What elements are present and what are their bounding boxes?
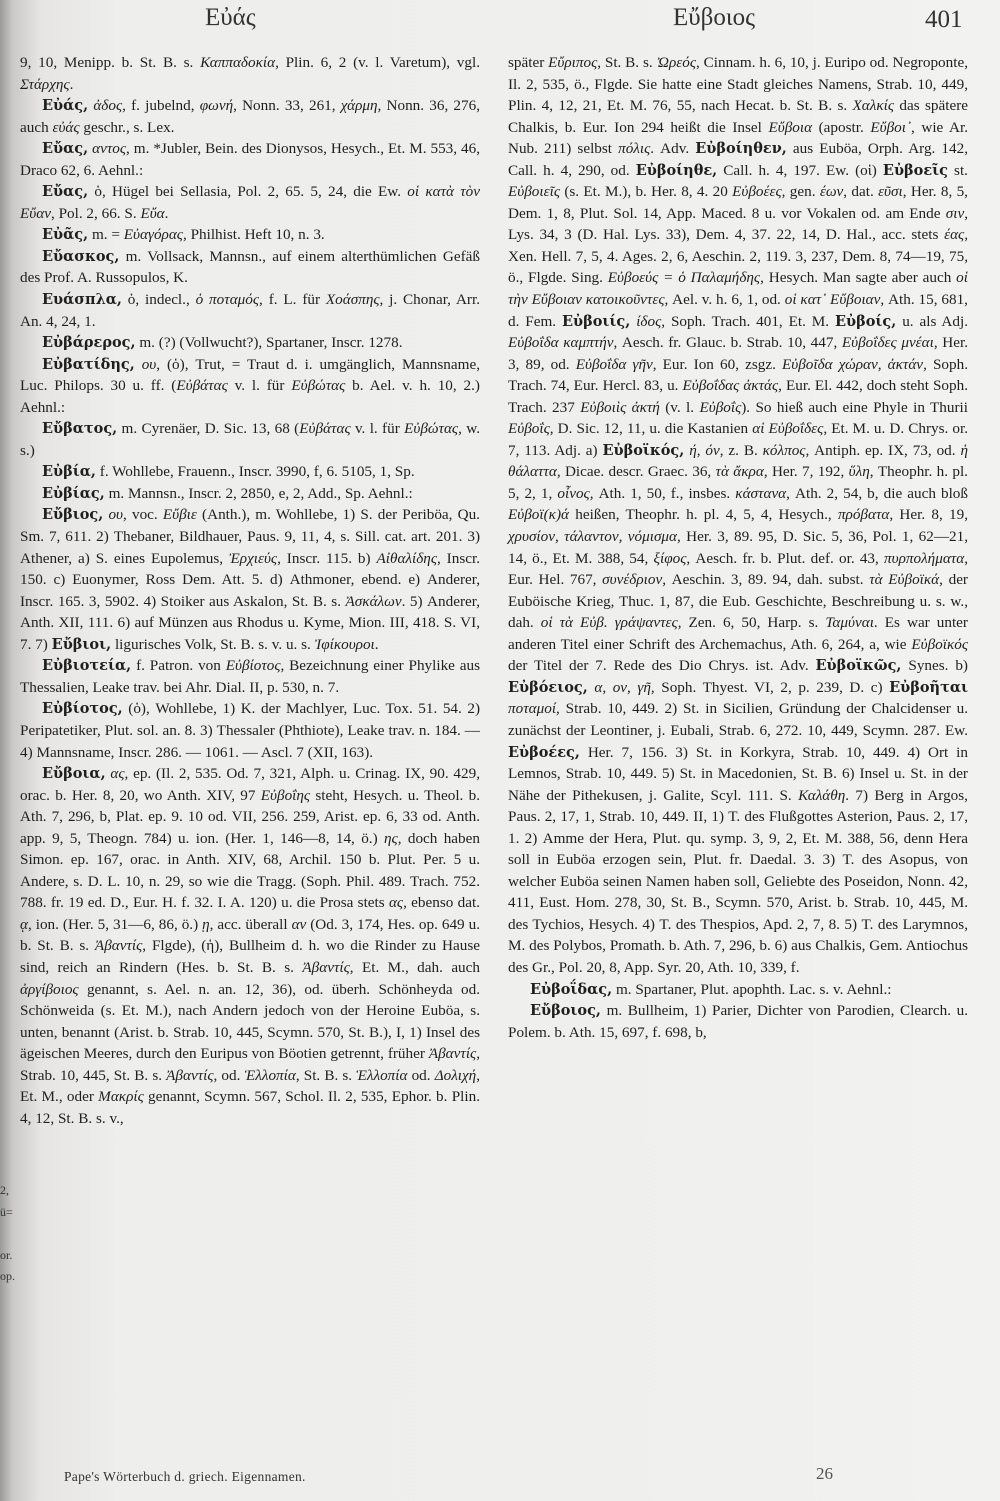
greek-term: Εὔβοια: [768, 118, 813, 136]
entry-text: der Titel der 7. Rede des Dio Chrys. ist. Adv.: [508, 657, 816, 675]
entry-text: (Od. 3, 174, Hes. op. 649 u. b. St. B. s.: [20, 915, 481, 955]
entry-text: Her. 7, 156. 3) St. in Korkyra, Strab. 10, 449. 4) Ort in Lemnos, Strab. 10, 449. 5) St. in Macedonien, St. B. 6) Insel u. St. in der Nähe der Pithekusen, j. Galite, Scyl. 111. S.: [508, 743, 968, 804]
entry-text: , Flgde), (ἡ), Bullheim d. h. wo die Rinder zu Hause sind, reich an Rindern (Hes. b. St. B. s.: [20, 937, 480, 976]
entry-text: , Soph. Trach. 74, Eur. Hercl. 83, u.: [508, 355, 968, 395]
gutter-mark: ü=: [0, 1204, 13, 1219]
headword: Εὐᾶς,: [42, 226, 89, 244]
entry-text: , ebenso dat.: [403, 894, 480, 912]
greek-term: ης: [384, 829, 398, 847]
entry-text: m. =: [88, 226, 124, 244]
headword: Εὐάς,: [42, 97, 89, 115]
right-column: [508, 52, 968, 1043]
entry-text: Synes. b): [901, 657, 968, 675]
greek-term: Ἀβαντίς: [94, 937, 143, 955]
entry-text: , Soph. Thyest. VI, 2, p. 239, D. c): [650, 678, 890, 696]
headword: Εὐβοιίς,: [561, 312, 631, 330]
greek-term: ποταμοί: [508, 700, 557, 718]
entry-text: , Pol. 2, 66. S.: [50, 204, 141, 222]
entry-text: v. l. für: [227, 377, 292, 395]
headword: Εὔασκος,: [42, 247, 120, 265]
entry-text: , Nonn. 36, 276, auch: [20, 97, 481, 136]
greek-term: Ἐρχιεύς: [229, 549, 278, 567]
entry-text: , Inscr. 115. b): [277, 549, 377, 567]
entry-text: , Ath. 1, 50, f., insbes.: [589, 484, 736, 502]
entry-text: (v. l.: [659, 398, 700, 416]
greek-term: οἶνος: [557, 484, 590, 502]
greek-term: Εὔα: [140, 204, 165, 222]
entry-text: ὁ, indecl.,: [121, 291, 196, 309]
entry-text: , Et. M., oder: [20, 1066, 481, 1106]
greek-term: Εὐαγόρας: [123, 226, 183, 244]
dictionary-entry: [20, 418, 480, 461]
entry-text: , D. Sic. 12, 11, u. die Kastanien: [549, 420, 753, 438]
entry-text: . 5) Anderer, Anth. XII, 111. 6) auf Münzen aus Rhodus u. Kyme, Mion. III, 418. S. VI, 7. 7): [20, 592, 481, 653]
headword: Εὐβοίς,: [835, 312, 897, 330]
entry-text: , gen.: [781, 183, 820, 201]
greek-term: Εὐβοΐδες μνέαι: [841, 334, 934, 352]
greek-term: Εὐβοΐδα καμπτήν: [508, 334, 614, 352]
headword: Εὐβοῆται: [889, 678, 968, 696]
headword: Εὐβίας,: [42, 484, 105, 502]
greek-term: Εὐβοΐδα γῆν: [575, 355, 653, 373]
greek-term: φωνή: [199, 97, 234, 115]
entry-text: , Aesch. fr. Glauc. b. Strab. 10, 447,: [613, 334, 842, 352]
gutter-mark: [0, 1223, 16, 1245]
greek-term: Καππαδοκία: [200, 54, 276, 71]
entry-text: , Aesch. fr. b. Plut. def. or. 43,: [686, 549, 885, 567]
greek-term: Εὐβώτας: [291, 377, 346, 395]
greek-term: εῦσι: [878, 183, 903, 201]
entry-text: , Inscr. 150. c) Euonymer, Ross Dem. Att. 5. d) Athmoner, ebend. e) Anderer, Inscr. 165. 3, 5902. 4) Stoiker aus Askalon, St. B. s.: [20, 549, 481, 610]
entry-text: m. Spartaner, Plut. apophth. Lac. s. v. Aehnl.:: [612, 980, 892, 998]
greek-term: ας: [105, 765, 125, 783]
greek-term: ου: [134, 355, 157, 373]
entry-text: , Strab. 10, 449. 2) St. in Sicilien, Gründung der Chalcidenser u. zunächst der Leontiner, j. Eubali, Strab. 6, 272. 10, 449, Scymn. 287. Ew.: [508, 700, 968, 739]
headword: Εὔβιοι,: [51, 635, 112, 653]
entry-text: , Et. M., dah. auch: [349, 958, 480, 976]
headword: Εὐβίοτος,: [42, 700, 123, 718]
entry-text: , Zen. 6, 50, Harp. s.: [677, 614, 826, 632]
headword: Εὐβατίδης,: [42, 355, 135, 373]
entry-text: , Eur. El. 442, doch steht Soph. Trach. 237: [508, 377, 969, 416]
greek-term: Χοάσπης: [325, 291, 380, 309]
dictionary-entry: [20, 246, 480, 289]
greek-term: Εὔριπος: [548, 54, 598, 71]
greek-term: οἱ τὰ Εὐβ. γράψαντες: [540, 614, 678, 632]
entry-text: aus Euböa, Orph. Arg. 142, Call. h. 4, 290, od.: [508, 140, 969, 179]
entry-text: , St. B. s.: [295, 1066, 357, 1084]
entry-text: , z. B.: [719, 441, 763, 459]
entry-text: steht, Hesych. u. Theol. b. Ath. 7, 296, b, Plat. ep. 9. 10 od. VII, 256. 259, Arist. ep. 6, 33 od. Anth. app. 9, 5, Theogn. 784) u. ion. (Her. 1, 146—8, 14, ö.): [20, 786, 480, 847]
headword: Εὐβοέες,: [508, 743, 580, 761]
entry-text: Call. h. 4, 197. Ew. (οἱ): [717, 161, 883, 179]
greek-term: Δολιχή: [434, 1066, 477, 1084]
greek-term: Εὐβοΐς: [699, 398, 742, 416]
greek-term: Ἀβαντίς: [302, 958, 350, 976]
greek-term: ἀδος: [88, 97, 123, 115]
entry-text: m. Mannsn., Inscr. 2, 2850, e, 2, Add., Sp. Aehnl.:: [104, 484, 413, 502]
greek-term: Ἑλλοπία: [356, 1066, 408, 1084]
entry-text: (Anth.), m. Wohllebe, 1) S. der Periböa, Qu. Sm. 7, 611. 2) Thebaner, Bildhauer, Paus. 9, 11, 4, s. Sill. cat. art. 201. 3) Athener, a) S. eines Eupolemus,: [20, 506, 480, 567]
greek-term: κάστανα: [735, 484, 787, 502]
greek-term: Καλάθη: [798, 786, 846, 804]
entry-text: , Eur. Hel. 767,: [508, 549, 968, 589]
entry-text: , Her. 3, 89, od.: [508, 334, 968, 373]
greek-term: ὕλη: [848, 463, 870, 481]
entry-text: , Antiph. ep. IX, 73, od.: [805, 441, 961, 459]
greek-term: Εὐβοέες: [732, 183, 782, 201]
entry-text: , wie Ar. Nub. 211) selbst: [508, 118, 969, 158]
greek-term: Αἰθαλίδης: [376, 549, 437, 567]
page-number: 401: [925, 6, 963, 33]
dictionary-entry: [20, 95, 480, 138]
headword: Εὔβατος,: [42, 420, 118, 438]
greek-term: συνέδριον: [602, 571, 663, 589]
headword: Εὐβιοτεία,: [42, 657, 132, 675]
headword: Εὐβοϊκός,: [602, 441, 685, 459]
greek-term: α, ον, γῆ: [587, 678, 651, 696]
dictionary-entry: [20, 289, 480, 332]
headword: Ευάσπλα,: [42, 291, 122, 309]
entry-text: , St. B. s.: [597, 54, 657, 71]
greek-term: ὁ ποταμός: [195, 291, 260, 309]
entry-text: , Xen. Hell. 7, 5, 4. Ages. 2, 6, Aeschin. 2, 119. 3, 237, Dem. 8, 74—19, 75, ö., Flgde. Sing.: [508, 226, 968, 287]
entry-text: geschr., s. Lex.: [79, 118, 175, 136]
entry-text: , Eur. Ion 60, zsgz.: [652, 355, 782, 373]
entry-text: , Her. 8, 19,: [889, 506, 968, 524]
dictionary-entry: [20, 763, 480, 1129]
entry-text: , Her. 7, 192,: [763, 463, 849, 481]
greek-term: έας: [944, 226, 965, 244]
greek-term: σιν: [945, 204, 965, 222]
greek-term: Εὐβώτας: [404, 420, 459, 438]
entry-text: , Nonn. 33, 261,: [233, 97, 341, 115]
right-catchword: Εὔβοιος: [673, 4, 755, 31]
entry-text: (s. Et. M.), b. Her. 8, 4. 20: [560, 183, 733, 201]
entry-text: , Hesych. Man sagte aber auch: [760, 269, 957, 287]
headword: Εὐβοΐδας,: [530, 980, 613, 998]
greek-term: Εὔβοι᾽: [870, 118, 912, 136]
entry-text: ligurisches Volk, St. B. s. v. u. s.: [111, 635, 315, 653]
greek-term: Ἀβαντίς: [166, 1066, 214, 1084]
dictionary-entry: [508, 979, 968, 1001]
entry-text: , od.: [213, 1066, 245, 1084]
greek-term: εὐάς: [52, 118, 80, 136]
headword: Εὔας,: [42, 183, 89, 201]
entry-text: m. Vollsack, Mannsn., auf einem alterthümlichen Gefäß des Prof. A. Russopulos, K.: [20, 247, 480, 287]
greek-term: Εὐβοεύς = ὁ Παλαμήδης: [607, 269, 761, 287]
greek-term: Εὐβοϊκός: [911, 635, 968, 653]
headword: Εὔβοια,: [42, 765, 106, 783]
entry-text: . 7) Berg in Argos, Paus. 2, 17, 1, Strab. 10, 449. II, 1) T. des Flußgottes Asterion, Paus. 2, 17, 1. 2) Amme der Hera, Plut. qu. symp. 3, 9, 2, Et. M. 388, 56, denn Hera soll in Euböa erzogen sein, Plut. fr. Daedal. 3. 3) T. des Asopus, von welcher Euböa seinen Namen haben soll, Geliebte des Poseidon, Nonn. 42, 411, Eust. Hom. 278, 30, St. B., Scymn. 570, Arist. b. Strab. 10, 445, M. des Tychios, Hesych. 4) T. des Thespios, Apd. 2, 7, 8. 5) T. des Larymnos, M. des Polybos, Promath. b. Ath. 7, 296, b. 6) aus Chalkis, Gem. Antiochus des Gr., Pol. 20, 8, App. Syr. 20, Ath. 10, 339, f.: [508, 786, 968, 976]
greek-term: Εὐβοΐς: [508, 420, 550, 438]
gutter-mark: 2,: [0, 1183, 9, 1197]
greek-term: τὰ ἄκρα: [715, 463, 764, 481]
entry-text: , Aeschin. 3, 89. 94, dah. subst.: [662, 571, 870, 589]
greek-term: πρόβατα: [837, 506, 890, 524]
greek-term: Εὔβιε: [162, 506, 197, 524]
greek-term: ξίφος: [653, 549, 687, 567]
greek-term: Ἰφίκουροι: [314, 635, 375, 653]
entry-text: , Dicae. descr. Graec. 36,: [556, 463, 716, 481]
headword: Εὔβοιος,: [530, 1002, 601, 1020]
greek-term: ου: [103, 506, 124, 524]
entry-text: , Bezeichnung einer Phylike aus Thessalien, Leake trav. bei Ahr. Dial. II, p. 530, n. 7.: [20, 657, 480, 696]
headword: Εὐβάρερος,: [42, 334, 136, 352]
entry-text: , voc.: [123, 506, 163, 524]
entry-text: , (ὁ), Trut, = Traut d. i. umgänglich, Mannsname, Luc. Philops. 30 u. ff. (: [20, 355, 480, 395]
entry-text: .: [164, 204, 169, 222]
entry-text: . Adv.: [650, 140, 696, 158]
entry-text: ὁ, Hügel bei Sellasia, Pol. 2, 65. 5, 24, die Ew.: [88, 183, 408, 201]
entry-text: genannt, s. Ael. n. an. 12, 36), od. überh. Schönheyda od. Schönweida (s. Et. M.), nach Andern jedoch von der Heroine Euböa, s. unten, benannt (Arist. b. Strab. 10, 445, Scymn. 570, St. B.), I, 1) Insel des ägeischen Meeres, durch den Euripus von Böotien getrennt, früher: [20, 980, 480, 1063]
greek-term: χρυσίον, τάλαντον, νόμισμα: [508, 528, 678, 546]
dictionary-entry: [20, 332, 480, 354]
entry-text: , doch haben Simon. ep. 167, orac. in Anth. XIV, 68, Archil. 150 b. Plut. Per. 5 u. Andere, s. D. L. 10, n. 29, so wie die Tragg. (Soph. Phil. 489. Trach. 752. 788. fr. 19 ed. D., Eur. H. f. 32. I. A. 120) u. die Prosa stets: [20, 829, 480, 912]
entry-text: f. Patron. von: [131, 657, 226, 675]
entry-text: f. Wohllebe, Frauenn., Inscr. 3990, f, 6. 5105, 1, Sp.: [95, 463, 415, 481]
greek-term: Εὐβοιεῖς: [508, 183, 560, 201]
dictionary-entry: [508, 52, 968, 979]
greek-term: Εὐβοῖδα χώραν, ἀκτάν: [782, 355, 924, 373]
greek-term: Εὐβοιὶς ἀκτή: [580, 398, 660, 416]
dictionary-entry: [20, 224, 480, 246]
entry-text: , ion. (Her. 5, 31—6, 86, ö.): [27, 915, 203, 933]
entry-text: od.: [407, 1066, 435, 1084]
greek-term: Εὐβίοτος: [225, 657, 281, 675]
greek-term: πυρπολήματα: [884, 549, 965, 567]
left-catchword: Εὐάς: [205, 4, 256, 31]
entry-text: , acc. überall: [209, 915, 292, 933]
greek-term: Στάρχης: [20, 75, 70, 93]
entry-text: , ep. (Il. 2, 535. Od. 7, 321, Alph. u. Crinag. IX, 90. 429, orac. b. Her. 8, 20, wo Anth. XIV, 97: [20, 765, 480, 804]
greek-term: Ἑλλοπία: [244, 1066, 296, 1084]
greek-term: οἱ τὴν Εὔβοιαν κατοικοῦντες: [508, 269, 968, 309]
dictionary-entry: [508, 1000, 968, 1043]
greek-term: οἱ κατ᾽ Εὔβοιαν: [784, 291, 881, 309]
headword: Εὔας,: [42, 140, 89, 158]
dictionary-entry: [20, 698, 480, 763]
entry-text: , Her. 3, 89. 95, D. Sic. 5, 36, Pol. 1, 62—21, 14, ö., Et. M. 388, 54,: [508, 528, 968, 567]
entry-text: , Cinnam. h. 6, 10, j. Euripo od. Negroponte, Il. 2, 535, ö., Flgde. Sie hatte eine Stadt gleiches Namens, Strab. 10, 449, Plin. 4, 12, 21, Et. M. 76, 55, nach Hecat. b. St. B. s.: [508, 54, 969, 115]
entry-text: ). So hieß auch eine Phyle in Thurii: [741, 398, 968, 416]
entry-text: heißen, Theophr. h. pl. 4, 5, 4, Hesych.,: [569, 506, 838, 524]
entry-text: (ὁ), Wohllebe, 1) K. der Machlyer, Luc. Tox. 51. 54. 2) Peripatetiker, Plut. sol. an. 8. 3) Thessaler (Phthiote), Leake trav. n. 184. — 4) Mannsname, Inscr. 286. — 1061. — Ascl. 7 (XII, 163).: [20, 700, 480, 761]
dictionary-entry: [20, 181, 480, 224]
entry-text: das spätere Chalkis, b. Eur. Ion 294 heißt die Insel: [508, 97, 968, 136]
headword: Εὔβιος,: [42, 506, 104, 524]
page-header: [0, 0, 1000, 42]
greek-term: ᾳ: [20, 915, 28, 933]
entry-text: später: [508, 54, 549, 71]
gutter-mark: or.: [0, 1247, 13, 1262]
greek-term: πόλις: [618, 140, 651, 158]
greek-term: Εὐβοϊ(κ)ά: [508, 506, 570, 524]
dictionary-entry: [20, 461, 480, 483]
greek-term: ἡ θάλαττα: [508, 441, 968, 481]
entry-text: , Philhist. Heft 10, n. 3.: [182, 226, 325, 244]
entry-text: genannt, Scymn. 567, Schol. Il. 2, 535, Ephor. b. Plin. 4, 12, St. B. s. v.,: [20, 1088, 480, 1127]
entry-text: , Lys. 34, 3 (D. Hal. Lys. 33), Dem. 4, 37. 22, 14, D. Hal., acc. stets: [508, 204, 968, 244]
dictionary-entry: [20, 655, 480, 698]
greek-term: Ταμύναι: [825, 614, 874, 632]
greek-term: αἱ Εὐβοΐδες: [752, 420, 824, 438]
entry-text: , j. Chonar, Arr. An. 4, 24, 1.: [20, 291, 480, 330]
dictionary-entry: [20, 504, 480, 655]
entry-text: , m. *Jubler, Bein. des Dionysos, Hesych., Et. M. 553, 46, Draco 62, 6. Aehnl.:: [20, 140, 480, 179]
entry-text: , f. L. für: [259, 291, 326, 309]
signature-mark: 26: [816, 1464, 833, 1483]
gutter-marks: [0, 1180, 16, 1288]
headword: Εὐβόειος,: [508, 678, 588, 696]
greek-term: κόλπος: [762, 441, 806, 459]
gutter-mark: op.: [0, 1269, 15, 1283]
greek-term: Εὐβάτας: [176, 377, 228, 395]
greek-term: ας: [388, 894, 404, 912]
entry-text: , Et. M. u. D. Chrys. or. 7, 113. Adj. a): [508, 420, 968, 459]
dictionary-entry: [20, 52, 480, 95]
left-column: [14, 52, 480, 1129]
headword: Εὐβία,: [42, 463, 96, 481]
greek-term: έων: [819, 183, 844, 201]
greek-term: χάρμη: [340, 97, 378, 115]
entry-text: b. Ael. v. h. 10, 2.) Aehnl.:: [20, 377, 480, 416]
headword: Εὐβοϊκῶς,: [815, 657, 902, 675]
greek-term: ίδος: [630, 312, 662, 330]
headword: Εὐβοίηθεν,: [695, 140, 787, 158]
greek-term: ῃ: [202, 915, 210, 933]
entry-text: , Plin. 6, 2 (v. l. Varetum), vgl.: [275, 54, 480, 71]
entry-text: , Ath. 2, 54, b, die auch bloß: [786, 484, 968, 502]
dictionary-entry: [20, 138, 480, 181]
greek-term: Μακρίς: [98, 1088, 144, 1106]
dictionary-entry: [20, 354, 480, 419]
entry-text: , Soph. Trach. 401, Et. M.: [661, 312, 835, 330]
greek-term: τὰ Εὐβοϊκά: [869, 571, 940, 589]
entry-text: , Ath. 15, 681, d. Fem.: [508, 291, 968, 330]
entry-text: u. als Adj.: [896, 312, 968, 330]
entry-text: , Strab. 10, 445, St. B. s.: [20, 1045, 480, 1084]
entry-text: , Her. 8, 5, Dem. 1, 8, Plut. Sol. 14, App. Maced. 8 u. vor Vokalen od. am Ende: [508, 183, 968, 222]
entry-text: 9, 10, Menipp. b. St. B. s.: [20, 54, 201, 71]
entry-text: .: [69, 75, 74, 93]
entry-text: , Ael. v. h. 6, 1, od.: [664, 291, 785, 309]
headword: Εὐβοεῖς: [882, 161, 948, 179]
entry-text: m. (?) (Vollwucht?), Spartaner, Inscr. 1278.: [135, 334, 403, 352]
greek-term: αν: [291, 915, 307, 933]
headword: Εὐβοίηθε,: [635, 161, 718, 179]
entry-text: , dat.: [843, 183, 879, 201]
dictionary-entry: [20, 483, 480, 505]
greek-term: Εὐβοΐης: [260, 786, 311, 804]
entry-text: (apostr.: [812, 118, 871, 136]
greek-term: Ὠρεός: [656, 54, 696, 71]
greek-term: ή, όν: [684, 441, 720, 459]
greek-term: αντος: [88, 140, 127, 158]
greek-term: Ἀβαντίς: [428, 1045, 477, 1063]
entry-text: , Theophr. h. pl. 5, 2, 1,: [508, 463, 968, 502]
greek-term: Εὐβάτας: [299, 420, 351, 438]
entry-text: . Es war unter anderen Titel einer Schrift des Archemachus, Ath. 6, 264, a, wie: [508, 614, 968, 653]
entry-text: m. Bullheim, 1) Parier, Dichter von Parodien, Clearch. u. Polem. b. Ath. 15, 697, f. 698, b,: [508, 1002, 968, 1041]
greek-term: ἀργίβοιος: [20, 980, 79, 998]
entry-text: , w. s.): [20, 420, 480, 459]
greek-term: Ἀσκάλων: [345, 592, 402, 610]
entry-text: st.: [948, 161, 968, 179]
entry-text: , der Euböische Krieg, Thuc. 1, 87, die Eub. Geschichte, Beschreibung u. s. w., dah.: [508, 571, 968, 632]
running-title-footer: Pape's Wörterbuch d. griech. Eigennamen.: [64, 1469, 306, 1484]
greek-term: Χαλκίς: [852, 97, 895, 115]
entry-text: , f. jubelnd,: [122, 97, 200, 115]
greek-term: οἱ κατὰ τὸν Εὔαν: [20, 183, 480, 222]
greek-term: Εὐβοΐδας ἀκτάς: [682, 377, 779, 395]
entry-text: .: [374, 635, 379, 653]
entry-text: v. l. für: [350, 420, 405, 438]
entry-text: m. Cyrenäer, D. Sic. 13, 68 (: [117, 420, 300, 438]
